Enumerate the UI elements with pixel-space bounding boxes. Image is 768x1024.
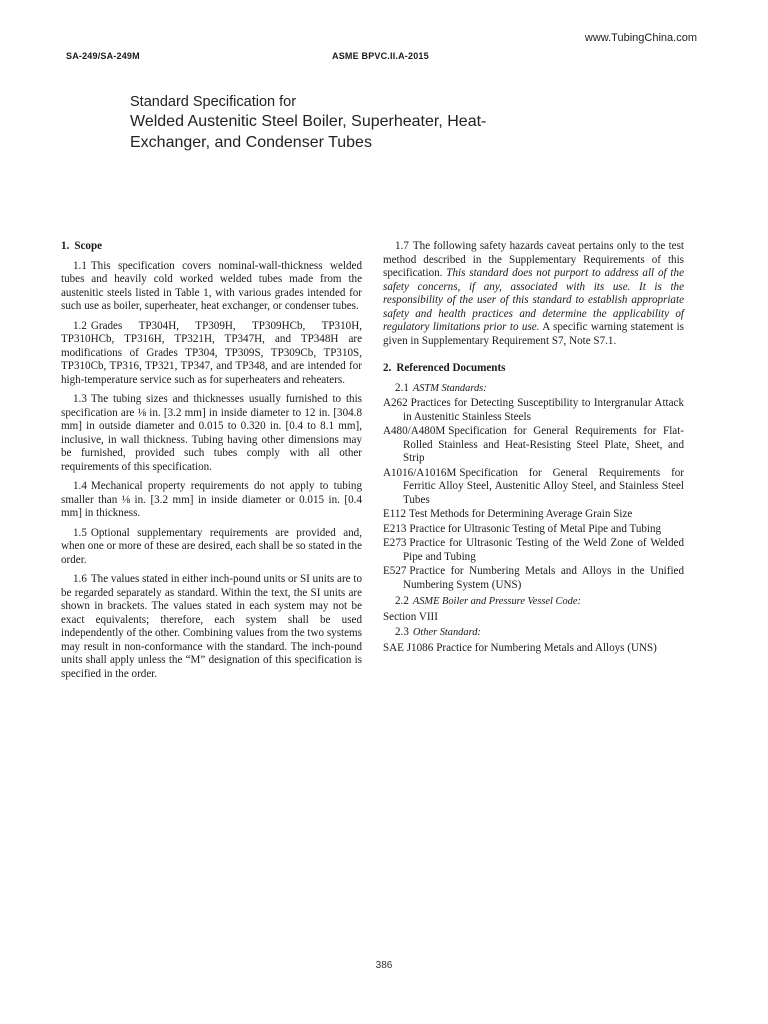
paragraph-1-7: [383, 240, 684, 348]
paragraph-number: 1.4: [73, 480, 87, 492]
title-subtitle: Standard Specification for: [130, 94, 297, 110]
paragraph-1-4: [61, 480, 362, 521]
website-url[interactable]: www.TubingChina.com: [584, 32, 697, 44]
paragraph-text: Grades TP304H, TP309H, TP309HCb, TP310H, TP310HCb, TP316H, TP321H, TP347H, and TP348H are modifications of Grades TP304, TP309S, TP309Cb, TP310S, TP310Cb, TP316, TP321, TP347, and TP348, and are intended for high-temperature service such as for superheaters and reheaters.: [61, 319, 362, 386]
reference-code: E273: [383, 537, 407, 549]
reference-title: Specification for General Requirements for Flat-Rolled Stainless and Heat-Resisting Steel Plate, Sheet, and Strip: [403, 425, 684, 464]
paragraph-number: 1.7: [395, 240, 409, 252]
header-spec-id: SA-249/SA-249M: [66, 51, 140, 61]
paragraph-number: 1.5: [73, 526, 87, 539]
reference-item: [383, 508, 684, 522]
paragraph-text: Optional supplementary requirements are provided and, when one or more of these are desired, each shall be so stated in the order.: [61, 526, 362, 566]
reference-title: Practice for Ultrasonic Testing of the Weld Zone of Welded Pipe and Tubing: [403, 537, 684, 563]
subsection-other-standard: [395, 626, 684, 640]
section-number: 2.: [383, 362, 392, 374]
reference-code: SAE J1086: [383, 641, 434, 654]
paragraph-1-2: [61, 320, 362, 388]
title-line-1: Welded Austenitic Steel Boiler, Superheater, Heat-: [130, 113, 487, 130]
paragraph-1-5: [61, 527, 362, 568]
reference-code: E112: [383, 508, 407, 520]
reference-code: E527: [383, 565, 407, 577]
paragraph-text-warning: A specific warning statement is given in Supplementary Requirement S7, Note S7.1.: [383, 321, 684, 347]
reference-code: A480/A480M: [383, 425, 446, 437]
reference-title: Practice for Numbering Metals and Alloys (UNS): [436, 641, 657, 654]
reference-item: [383, 397, 684, 424]
subsection-label: ASME Boiler and Pressure Vessel Code:: [412, 596, 581, 607]
subsection-asme-code: [395, 595, 684, 609]
section-title: Scope: [74, 240, 103, 252]
paragraph-text: The following safety hazards caveat pertains only to the test method described in the Supplementary Requirements of this specification.: [383, 240, 684, 279]
reference-title: Specification for General Requirements for Ferritic Alloy Steel, Austenitic Alloy Steel, and Stainless Steel Tubes: [403, 466, 684, 506]
reference-code: A1016/A1016M: [383, 466, 457, 479]
reference-code: E213: [383, 522, 407, 535]
reference-item: [383, 425, 684, 466]
paragraph-number: 1.1: [73, 259, 87, 272]
title-line-2: Exchanger, and Condenser Tubes: [130, 134, 372, 151]
subsection-number: 2.2: [395, 595, 409, 607]
header-code-name: ASME BPVC.II.A-2015: [332, 51, 429, 61]
section-number: 1.: [61, 240, 70, 252]
reference-code: A262: [383, 397, 408, 409]
subsection-number: 2.1: [395, 381, 409, 394]
paragraph-number: 1.2: [73, 319, 87, 332]
paragraph-1-3: [61, 393, 362, 474]
section-heading-scope: [61, 240, 362, 254]
safety-caveat: This standard does not purport to address all of the safety concerns, if any, associated with its use. It is the responsibility of the user of this standard to establish appropriate safety and health practices and determine the applicability of regulatory limitations prior to use.: [383, 267, 684, 333]
paragraph-number: 1.3: [73, 393, 87, 405]
paragraph-number: 1.6: [73, 573, 87, 585]
paragraph-text: Mechanical property requirements do not apply to tubing smaller than ⅛ in. [3.2 mm] in inside diameter or 0.015 in. [0.4 mm] in thickness.: [61, 480, 362, 519]
reference-title: Test Methods for Determining Average Grain Size: [409, 508, 633, 520]
paragraph-1-6: [61, 573, 362, 681]
page-number: 386: [375, 960, 393, 971]
right-column: [383, 240, 684, 656]
subsection-label: ASTM Standards:: [412, 382, 487, 394]
paragraph-text: The tubing sizes and thicknesses usually furnished to this specification are ⅛ in. [3.2 mm] in inside diameter to 12 in. [304.8 mm] in outside diameter and 0.015 to 0.320 in. [0.4 to 8.1 mm], inclusive, in wall thickness. Tubing having other dimensions may be furnished, provided such tubes comply with all other requirements of this specification.: [61, 393, 362, 473]
reference-item: [383, 642, 684, 656]
paragraph-text: The values stated in either inch-pound units or SI units are to be regarded separately as standard. Within the text, the SI units are shown in brackets. The values stated in each system may not be exact equivalents; therefore, each system shall be used independently of the other. Combining values from the two systems may result in non-conformance with the standard. The inch-pound units shall apply unless the “M” designation of this specification is specified in the order.: [61, 573, 362, 680]
paragraph-1-1: [61, 260, 362, 314]
reference-title: Practice for Ultrasonic Testing of Metal Pipe and Tubing: [409, 522, 662, 535]
paragraph-text: This specification covers nominal-wall-thickness welded tubes and heavily cold worked welded tubes made from the austenitic steels listed in Table 1, with various grades intended for such use as boiler, superheater, heat exchanger, or condenser tubes.: [61, 259, 362, 312]
reference-title: Practice for Numbering Metals and Alloys in the Unified Numbering System (UNS): [403, 565, 684, 591]
reference-item: [383, 523, 684, 537]
subsection-number: 2.3: [395, 626, 409, 638]
reference-item: [383, 467, 684, 508]
subsection-label: Other Standard:: [412, 627, 481, 638]
reference-title: Practices for Detecting Susceptibility to Intergranular Attack in Austenitic Stainless Steels: [403, 397, 684, 423]
section-heading-referenced-documents: [383, 362, 684, 376]
reference-item: [383, 565, 684, 592]
subsection-astm-standards: [395, 382, 684, 396]
left-column: [61, 240, 362, 687]
reference-plain-item: Section VIII: [383, 610, 438, 623]
title-block: [130, 93, 630, 153]
section-title: Referenced Documents: [396, 362, 506, 374]
reference-item: [383, 537, 684, 564]
